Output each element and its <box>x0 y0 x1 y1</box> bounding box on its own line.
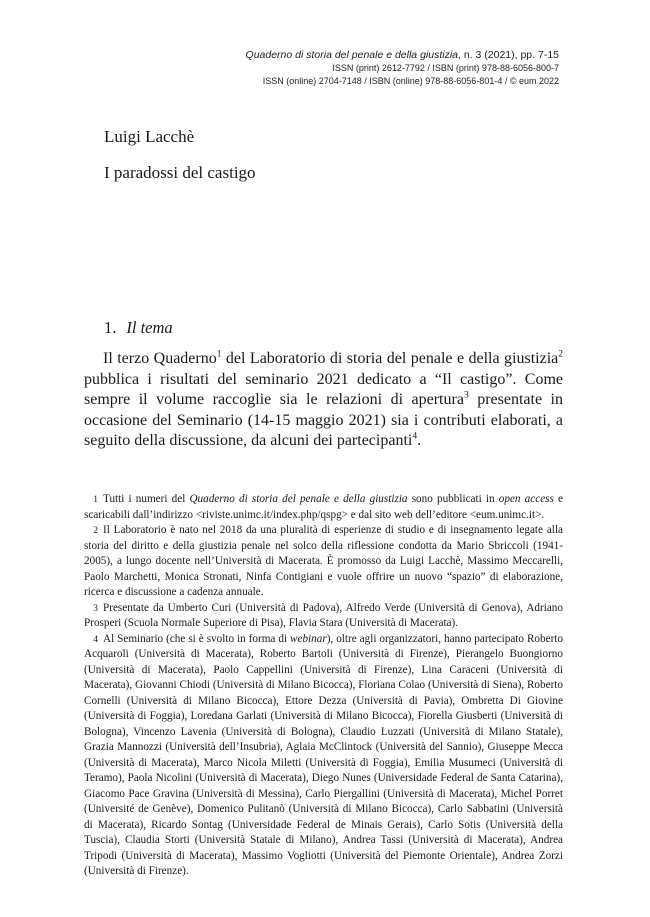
footnote-1: 1 Tutti i numeri del Quaderno di storia del penale e della giustizia sono pubblicati in open access e scaricabili dall’indirizzo <riviste.unimc.it/index.php/qspg> e dal sito web dell’editore <eum.unimc.it>. <box>84 493 564 521</box>
section-name: Il tema <box>126 318 173 337</box>
footnote-number: 2 <box>93 526 98 536</box>
footnote-ref-1[interactable]: 1 <box>216 349 222 360</box>
body-paragraph: Il terzo Quaderno$^1$ del Laboratorio di storia del penale e della giustizia$^2$ pubblica i risultati del seminario 2021 dedicato a “Il castigo”. Come sempre il volume raccoglie sia le relazioni di apertura$^3$ presentate in occasione del Seminario (14-15 maggio 2021) sia i contributi elaborati, a seguito della discussione, da alcuni dei partecipanti$^4$. <box>84 349 564 449</box>
journal-issue: , n. 3 (2021), pp. 7-15 <box>458 49 559 61</box>
journal-name: Quaderno di storia del penale e della giustizia <box>245 49 459 61</box>
footnote-ref-2[interactable]: 2 <box>558 349 564 360</box>
section-heading <box>104 318 173 338</box>
section-number: 1. <box>104 318 117 337</box>
footnote-2: 2 Il Laboratorio è nato nel 2018 da una pluralità di esperienze di studio e di insegnamento legate alla storia del diritto e della giustizia penale nel solco della riflessione condotta da Mario Sbriccoli (1941-2005), a lungo docente nell’Università di Macerata. È promosso da Luigi Lacchè, Massimo Meccarelli, Paolo Marchetti, Monica Stronati, Ninfa Contigiani e vuole offrire un nuovo “spazio” di elaborazione, ricerca e discussione a cadenza annuale. <box>84 524 563 598</box>
footnote-number: 1 <box>93 495 98 505</box>
article-title: I paradossi del castigo <box>104 163 256 182</box>
footnote-number: 3 <box>93 603 98 614</box>
journal-citation <box>246 48 559 62</box>
footnote-number: 4 <box>93 634 98 645</box>
issn-online: ISSN (online) 2704-7148 / ISBN (online) 978-88-6056-801-4 / © eum 2022 <box>262 76 559 86</box>
author-name: Luigi Lacchè <box>104 127 195 146</box>
footnote-4: 4 Al Seminario (che si è svolto in forma di webinar), oltre agli organizzatori, hanno partecipato Roberto Acquaroli (Università di Macerata), Roberto Bartoli (Università di Firenze), Pierangelo Buongiorno (Università di Macerata), Paolo Cappellini (Università di Firenze), Lina Caraceni (Università di Macerata), Giovanni Chiodi (Università di Milano Bicocca), Floriana Colao (Università di Siena), Roberto Cornelli (Università di Milano Bicocca), Ettore Dezza (Università di Pavia), Ombretta Di Giovine (Università di Foggia), Loredana Garlati (Università di Milano Bicocca), Fiorella Giusberti (Università di Bologna), Vincenzo Lavenia (Università di Bologna), Claudio Luzzati (Università di Milano Statale), Grazia Mannozzi (Università dell’Insubria), Aglaia McClintock (Università del Sannio), Giuseppe Mecca (Università di Macerata), Marco Nicola Miletti (Università di Foggia), Emilia Musumeci (Università di Teramo), Paola Nicolini (Università di Macerata), Diego Nunes (Universidade Federal de Santa Catarina), Giacomo Pace Gravina (Università di Messina), Carlo Piergallini (Università di Macerata), Michel Porret (Université de Genève), Domenico Pulitanò (Università di Milano Bicocca), Carlo Sabbatini (Università di Macerata), Ricardo Sontag (Universidade Federal de Minais Gerais), Carlo Sotis (Università della Tuscia), Claudia Storti (Università Statale di Milano), Andrea Tassi (Università di Macerata), Andrea Tripodi (Università di Macerata), Massimo Vogliotti (Università del Piemonte Orientale), Andrea Zorzi (Università di Firenze). <box>84 632 563 877</box>
footnote-3: 3 Presentate da Umberto Curi (Università di Padova), Alfredo Verde (Università di Genova), Adriano Prosperi (Scuola Normale Superiore di Pisa), Flavia Stara (Università di Macerata). <box>84 601 563 629</box>
journal-header <box>246 48 559 88</box>
issn-print: ISSN (print) 2612-7792 / ISBN (print) 978-88-6056-800-7 <box>332 63 559 73</box>
footnote-ref-3[interactable]: 3 <box>463 390 469 401</box>
footnote-ref-4[interactable]: 4 <box>412 431 418 442</box>
footnotes <box>84 492 563 880</box>
